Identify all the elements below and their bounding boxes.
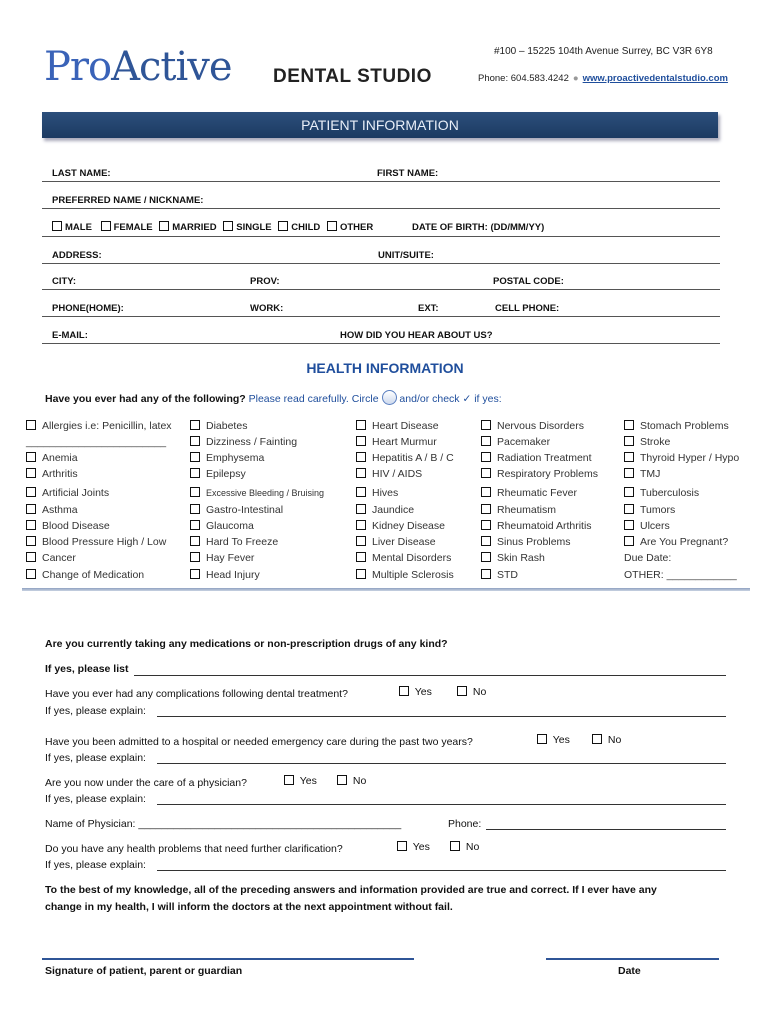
date-line[interactable]: [546, 958, 719, 960]
condition-checkbox[interactable]: [190, 569, 200, 579]
unit-label: UNIT/SUITE:: [378, 250, 434, 261]
condition-label: Rheumatism: [497, 504, 556, 516]
prov-label: PROV:: [250, 276, 280, 287]
condition-label: Due Date:: [624, 552, 672, 564]
condition-label: Tuberculosis: [640, 487, 700, 499]
child-checkbox[interactable]: [278, 221, 288, 231]
condition-item: [481, 487, 577, 499]
condition-label: Excessive Bleeding / Bruising: [206, 488, 325, 498]
condition-item: [190, 504, 283, 516]
condition-item: [481, 504, 556, 516]
other-checkbox[interactable]: [327, 221, 337, 231]
section-divider: [22, 588, 750, 591]
complications-yes: Yes: [399, 686, 432, 698]
condition-checkbox[interactable]: [356, 520, 366, 530]
condition-checkbox[interactable]: [481, 504, 491, 514]
hospital-no: No: [592, 734, 621, 746]
condition-checkbox[interactable]: [26, 504, 36, 514]
single-checkbox[interactable]: [223, 221, 233, 231]
condition-label: Stomach Problems: [640, 420, 729, 432]
condition-item: [190, 420, 247, 432]
condition-item: [356, 487, 398, 499]
condition-item: [624, 487, 699, 499]
condition-checkbox[interactable]: [190, 520, 200, 530]
physician-explain-label: If yes, please explain:: [45, 793, 146, 805]
condition-item: [481, 536, 571, 548]
website-link[interactable]: www.proactivedentalstudio.com: [582, 73, 728, 84]
email-label: E-MAIL:: [52, 330, 88, 341]
condition-checkbox[interactable]: [190, 436, 200, 446]
complications-explain-label: If yes, please explain:: [45, 705, 146, 717]
condition-item: [26, 436, 166, 448]
condition-item: [481, 452, 592, 464]
condition-label: Asthma: [42, 504, 78, 516]
condition-checkbox[interactable]: [26, 552, 36, 562]
condition-checkbox[interactable]: [26, 420, 36, 430]
condition-checkbox[interactable]: [190, 536, 200, 546]
condition-item: [356, 520, 445, 532]
condition-item: [26, 504, 78, 516]
condition-item: [481, 552, 545, 564]
condition-item: [481, 436, 550, 448]
studio-name: DENTAL STUDIO: [273, 66, 432, 87]
condition-checkbox[interactable]: [190, 552, 200, 562]
circle-icon: [382, 390, 397, 405]
condition-label: Kidney Disease: [372, 520, 445, 532]
condition-item: [624, 569, 737, 581]
condition-label: Thyroid Hyper / Hypo: [640, 452, 740, 464]
patient-info-banner: PATIENT INFORMATION: [42, 112, 718, 138]
condition-item: [624, 452, 739, 464]
condition-item: [26, 487, 109, 499]
condition-item: [190, 552, 254, 564]
work-phone-label: WORK:: [250, 303, 284, 314]
condition-label: Respiratory Problems: [497, 468, 598, 480]
cell-phone-label: CELL PHONE:: [495, 303, 560, 314]
condition-item: [624, 504, 675, 516]
condition-checkbox[interactable]: [356, 552, 366, 562]
condition-item: [190, 468, 246, 480]
condition-item: [481, 468, 598, 480]
clarification-no-checkbox[interactable]: [450, 841, 460, 851]
clarification-question: Do you have any health problems that need further clarification?: [45, 843, 343, 855]
condition-checkbox[interactable]: [356, 487, 366, 497]
last-name-label: LAST NAME:: [52, 168, 111, 179]
condition-label: Diabetes: [206, 420, 248, 432]
preferred-name-label: PREFERRED NAME / NICKNAME:: [52, 195, 204, 206]
condition-checkbox[interactable]: [624, 436, 634, 446]
row-divider: [42, 316, 720, 317]
logo: ProActive: [44, 44, 232, 90]
hospital-explain-label: If yes, please explain:: [45, 752, 146, 764]
condition-label: Radiation Treatment: [497, 452, 592, 464]
status-options: MALE FEMALE MARRIED SINGLE CHILD OTHER: [52, 221, 373, 233]
condition-item: [190, 569, 260, 581]
condition-checkbox[interactable]: [624, 452, 634, 462]
condition-label: Liver Disease: [372, 536, 436, 548]
referral-label: HOW DID YOU HEAR ABOUT US?: [340, 330, 493, 341]
condition-label: Are You Pregnant?: [640, 536, 729, 548]
condition-label: Change of Medication: [42, 569, 145, 581]
condition-label: Glaucoma: [206, 520, 254, 532]
hospital-question: Have you been admitted to a hospital or needed emergency care during the past two years?: [45, 736, 473, 748]
condition-label: STD: [497, 569, 518, 581]
bullet-icon: ●: [572, 73, 579, 84]
condition-checkbox[interactable]: [481, 552, 491, 562]
hospital-explain-line[interactable]: [157, 763, 726, 764]
medications-list-line[interactable]: [134, 675, 726, 676]
condition-checkbox[interactable]: [26, 452, 36, 462]
physician-no: No: [337, 775, 366, 787]
condition-item: [190, 487, 324, 499]
row-divider: [42, 181, 720, 182]
condition-label: Cancer: [42, 552, 76, 564]
condition-label: Allergies i.e: Penicillin, latex: [42, 420, 172, 432]
condition-checkbox[interactable]: [356, 468, 366, 478]
clarification-explain-label: If yes, please explain:: [45, 859, 146, 871]
condition-label: HIV / AIDS: [372, 468, 423, 480]
condition-label: Hepatitis A / B / C: [372, 452, 454, 464]
condition-item: [624, 436, 670, 448]
row-divider: [42, 236, 720, 237]
condition-item: [26, 468, 78, 480]
physician-yes-checkbox[interactable]: [284, 775, 294, 785]
condition-label: Ulcers: [640, 520, 670, 532]
condition-label: Rheumatic Fever: [497, 487, 577, 499]
physician-yes: Yes: [284, 775, 317, 787]
condition-item: [26, 420, 172, 432]
condition-label: Hives: [372, 487, 399, 499]
clinic-address: #100 – 15225 104th Avenue Surrey, BC V3R 6Y8: [494, 46, 713, 57]
ext-label: EXT:: [418, 303, 439, 314]
condition-checkbox[interactable]: [356, 569, 366, 579]
contact-line: [478, 73, 728, 84]
condition-label: ________________________: [26, 436, 167, 448]
condition-label: Multiple Sclerosis: [372, 569, 454, 581]
physician-care-question: Are you now under the care of a physician?: [45, 777, 247, 789]
condition-checkbox[interactable]: [481, 520, 491, 530]
medications-question: Are you currently taking any medications or non-prescription drugs of any kind?: [45, 638, 448, 650]
condition-label: Blood Disease: [42, 520, 110, 532]
row-divider: [42, 289, 720, 290]
condition-item: [481, 569, 518, 581]
condition-label: Rheumatoid Arthritis: [497, 520, 592, 532]
condition-checkbox[interactable]: [624, 536, 634, 546]
condition-item: [356, 552, 451, 564]
condition-item: [624, 536, 728, 548]
condition-label: Dizziness / Fainting: [206, 436, 298, 448]
condition-checkbox[interactable]: [481, 487, 491, 497]
condition-checkbox[interactable]: [481, 536, 491, 546]
condition-item: [26, 536, 166, 548]
condition-item: [356, 536, 436, 548]
condition-checkbox[interactable]: [624, 520, 634, 530]
condition-checkbox[interactable]: [624, 504, 634, 514]
signature-line[interactable]: [42, 958, 414, 960]
condition-item: [190, 436, 297, 448]
city-label: CITY:: [52, 276, 77, 287]
male-checkbox[interactable]: [52, 221, 62, 231]
condition-label: Pacemaker: [497, 436, 551, 448]
checkmark-icon: ✓: [462, 393, 472, 405]
row-divider: [42, 343, 720, 344]
condition-checkbox[interactable]: [190, 420, 200, 430]
condition-label: Heart Disease: [372, 420, 439, 432]
condition-label: Epilepsy: [206, 468, 246, 480]
physician-phone-label: Phone:: [448, 818, 482, 830]
condition-checkbox[interactable]: [26, 536, 36, 546]
condition-item: [624, 520, 670, 532]
declaration-line-1: To the best of my knowledge, all of the preceding answers and information provided are true and correct. If I ever have any: [45, 884, 657, 896]
condition-checkbox[interactable]: [356, 536, 366, 546]
complications-explain-line[interactable]: [157, 716, 726, 717]
condition-checkbox[interactable]: [190, 452, 200, 462]
condition-item: [26, 569, 144, 581]
condition-item: [190, 452, 264, 464]
condition-label: Gastro-Intestinal: [206, 504, 284, 516]
condition-label: Head Injury: [206, 569, 260, 581]
condition-label: Sinus Problems: [497, 536, 571, 548]
date-label: Date: [618, 965, 641, 977]
condition-checkbox[interactable]: [356, 436, 366, 446]
clarification-yes-checkbox[interactable]: [397, 841, 407, 851]
condition-checkbox[interactable]: [190, 504, 200, 514]
home-phone-label: PHONE(HOME):: [52, 303, 124, 314]
condition-label: Arthritis: [42, 468, 78, 480]
condition-item: [356, 436, 437, 448]
hospital-yes-checkbox[interactable]: [537, 734, 547, 744]
condition-item: [356, 569, 454, 581]
condition-label: Artificial Joints: [42, 487, 110, 499]
condition-label: Blood Pressure High / Low: [42, 536, 167, 548]
condition-checkbox[interactable]: [26, 468, 36, 478]
condition-item: [624, 468, 660, 480]
condition-checkbox[interactable]: [356, 420, 366, 430]
condition-label: Mental Disorders: [372, 552, 452, 564]
condition-checkbox[interactable]: [624, 468, 634, 478]
condition-checkbox[interactable]: [356, 452, 366, 462]
hospital-yes: Yes: [537, 734, 570, 746]
clarification-yes: Yes: [397, 841, 430, 853]
hospital-no-checkbox[interactable]: [592, 734, 602, 744]
condition-checkbox[interactable]: [481, 452, 491, 462]
condition-label: Heart Murmur: [372, 436, 437, 448]
row-divider: [42, 208, 720, 209]
postal-code-label: POSTAL CODE:: [493, 276, 564, 287]
condition-item: [26, 520, 110, 532]
declaration-line-2: change in my health, I will inform the doctors at the next appointment without fail.: [45, 901, 453, 913]
condition-item: [356, 468, 422, 480]
condition-label: Skin Rash: [497, 552, 545, 564]
condition-label: Hay Fever: [206, 552, 255, 564]
physician-name-label: Name of Physician: _____________________________________________: [45, 818, 402, 830]
condition-checkbox[interactable]: [190, 487, 200, 497]
condition-item: [624, 420, 729, 432]
first-name-label: FIRST NAME:: [377, 168, 439, 179]
condition-item: [26, 452, 78, 464]
condition-label: Tumors: [640, 504, 676, 516]
condition-label: Anemia: [42, 452, 78, 464]
address-label: ADDRESS:: [52, 250, 102, 261]
condition-item: [190, 536, 278, 548]
physician-phone-line[interactable]: [486, 829, 726, 830]
condition-item: [624, 552, 671, 564]
physician-explain-line[interactable]: [157, 804, 726, 805]
condition-label: Hard To Freeze: [206, 536, 279, 548]
medications-list-label: If yes, please list: [45, 663, 129, 675]
dob-label: DATE OF BIRTH: (DD/MM/YY): [412, 222, 545, 233]
condition-label: OTHER: ____________: [624, 569, 737, 581]
condition-item: [356, 420, 439, 432]
condition-checkbox[interactable]: [481, 420, 491, 430]
complications-question: Have you ever had any complications following dental treatment?: [45, 688, 348, 700]
physician-no-checkbox[interactable]: [337, 775, 347, 785]
condition-label: Emphysema: [206, 452, 265, 464]
condition-item: [356, 504, 414, 516]
health-info-title: HEALTH INFORMATION: [306, 360, 464, 376]
condition-item: [481, 520, 592, 532]
married-checkbox[interactable]: [159, 221, 169, 231]
condition-checkbox[interactable]: [26, 520, 36, 530]
condition-item: [356, 452, 454, 464]
condition-item: [26, 552, 76, 564]
female-checkbox[interactable]: [101, 221, 111, 231]
condition-checkbox[interactable]: [481, 569, 491, 579]
condition-item: [190, 520, 254, 532]
condition-checkbox[interactable]: [356, 504, 366, 514]
clinic-phone: Phone: 604.583.4242: [478, 73, 569, 84]
row-divider: [42, 263, 720, 264]
condition-checkbox[interactable]: [624, 420, 634, 430]
condition-label: Nervous Disorders: [497, 420, 584, 432]
complications-no: No: [457, 686, 486, 698]
condition-item: [481, 420, 584, 432]
condition-label: TMJ: [640, 468, 661, 480]
condition-checkbox[interactable]: [26, 487, 36, 497]
condition-label: Jaundice: [372, 504, 415, 516]
condition-checkbox[interactable]: [26, 569, 36, 579]
complications-no-checkbox[interactable]: [457, 686, 467, 696]
signature-label: Signature of patient, parent or guardian: [45, 965, 243, 977]
condition-label: Stroke: [640, 436, 671, 448]
condition-checkbox[interactable]: [481, 436, 491, 446]
condition-checkbox[interactable]: [190, 468, 200, 478]
health-instructions: Have you ever had any of the following? Please read carefully. Circle and/or check ✓ if yes:: [45, 390, 502, 405]
clarification-no: No: [450, 841, 479, 853]
clarification-explain-line[interactable]: [157, 870, 726, 871]
condition-checkbox[interactable]: [481, 468, 491, 478]
condition-checkbox[interactable]: [624, 487, 634, 497]
complications-yes-checkbox[interactable]: [399, 686, 409, 696]
